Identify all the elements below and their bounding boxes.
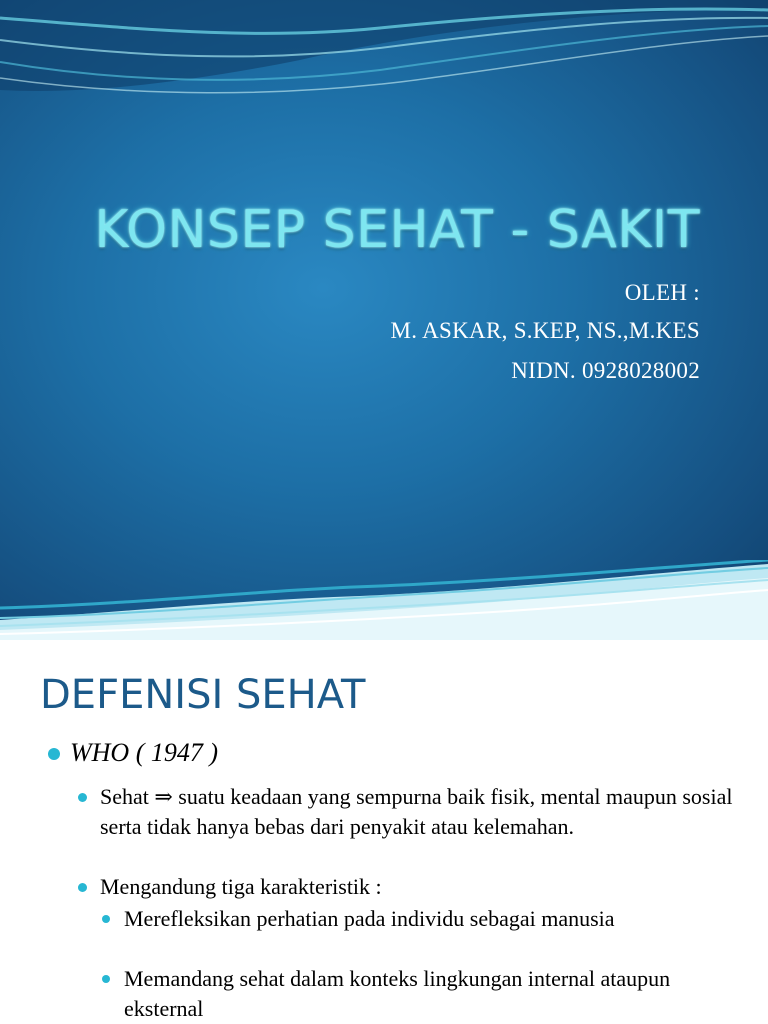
author-label: OLEH : — [624, 280, 700, 305]
bullet-dot-icon — [102, 975, 110, 983]
bullet-level1 — [48, 738, 218, 768]
bullet-text: WHO ( 1947 ) — [70, 738, 219, 767]
bullet-level2 — [78, 782, 748, 842]
bullet-dot-icon — [48, 748, 60, 760]
bullet-text: Sehat ⇒ suatu keadaan yang sempurna baik fisik, mental maupun sosial serta tidak hanya bebas dari penyakit atau kelemahan. — [100, 784, 733, 839]
bullet-text: Merefleksikan perhatian pada individu sebagai manusia — [124, 906, 615, 931]
bullet-dot-icon — [78, 883, 87, 892]
author-nidn: NIDN. 0928028002 — [511, 358, 700, 383]
bottom-wave-decoration — [0, 560, 768, 640]
top-wave-decoration — [0, 0, 768, 100]
author-name: M. ASKAR, S.KEP, NS.,M.KES — [390, 318, 700, 343]
bullet-dot-icon — [78, 793, 87, 802]
slide-title: KONSEP SEHAT - SAKIT — [94, 200, 700, 260]
content-title: DEFENISI SEHAT — [40, 672, 366, 718]
bullet-level3 — [102, 904, 752, 934]
bullet-level2 — [78, 872, 748, 902]
bullet-text: Memandang sehat dalam konteks lingkungan internal ataupun eksternal — [124, 966, 671, 1021]
bullet-level3 — [102, 964, 752, 1024]
bullet-dot-icon — [102, 915, 110, 923]
content-slide — [0, 640, 768, 1024]
bullet-text: Mengandung tiga karakteristik : — [100, 874, 382, 899]
